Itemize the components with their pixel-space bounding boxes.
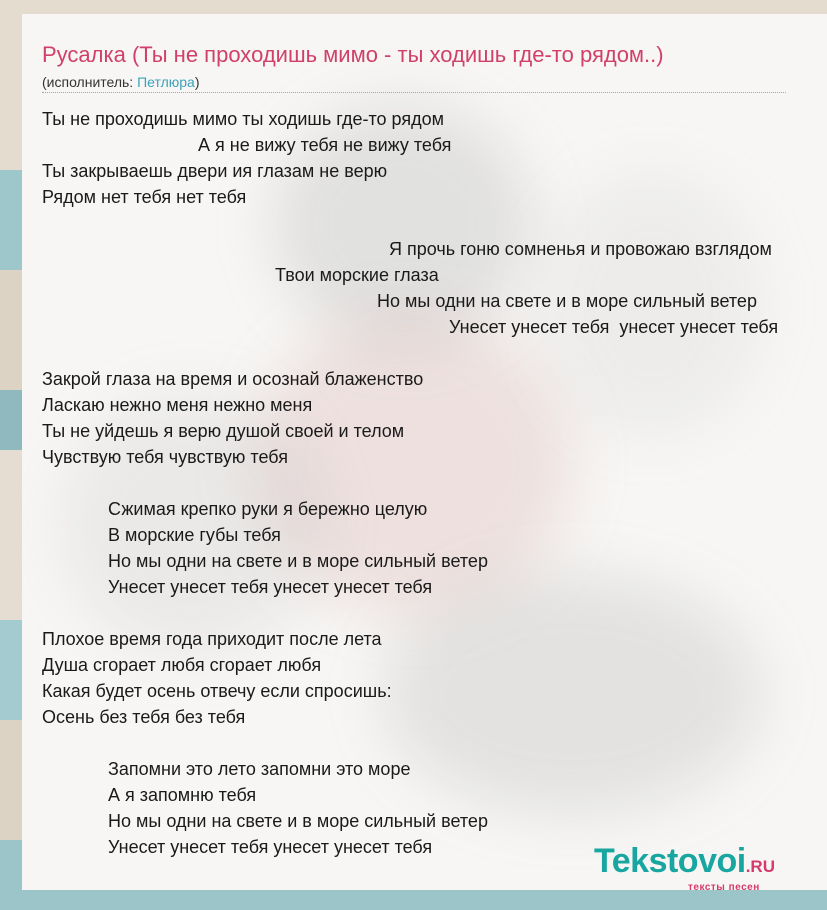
lyric-line: Плохое время года приходит после лета — [42, 629, 382, 649]
lyric-line: Душа сгорает любя сгорает любя — [42, 655, 322, 675]
lyric-line: Ты закрываешь двери ия глазам не верю — [42, 161, 388, 181]
artist-link[interactable]: Петлюра — [137, 74, 195, 90]
lyrics-text — [42, 106, 827, 860]
stanza-break — [42, 210, 827, 236]
lyric-line: Ты не проходишь мимо ты ходишь где-то рядом — [42, 109, 445, 129]
logo-name: Tekstovoi — [594, 842, 746, 880]
lyric-line: Но мы одни на свете и в море сильный ветер — [108, 811, 488, 831]
artist-line — [42, 74, 200, 90]
lyric-line: Сжимая крепко руки я бережно целую — [108, 499, 428, 519]
site-logo[interactable] — [594, 842, 775, 890]
logo-tagline: тексты песен — [688, 882, 760, 890]
lyric-line: А я не вижу тебя не вижу тебя — [198, 135, 452, 155]
lyric-line: Но мы одни на свете и в море сильный ветер — [377, 291, 757, 311]
lyric-line: Рядом нет тебя нет тебя — [42, 187, 247, 207]
lyric-line: Унесет унесет тебя унесет унесет тебя — [108, 577, 433, 597]
lyric-line: В морские губы тебя — [108, 525, 281, 545]
stanza-break — [42, 470, 827, 496]
lyric-line: Ты не уйдешь я верю душой своей и телом — [42, 421, 405, 441]
lyric-line: Осень без тебя без тебя — [42, 707, 246, 727]
artist-prefix: (исполнитель: — [42, 74, 138, 90]
lyric-line: Твои морские глаза — [275, 265, 439, 285]
song-title: Русалка (Ты не проходишь мимо - ты ходишь где-то рядом..) — [42, 42, 664, 67]
lyric-line: Какая будет осень отвечу если спросишь: — [42, 681, 392, 701]
lyric-line: Чувствую тебя чувствую тебя — [42, 447, 288, 467]
lyrics-card — [22, 14, 827, 890]
stanza-break — [42, 600, 827, 626]
title-divider — [42, 92, 786, 93]
lyric-line: Унесет унесет тебя унесет унесет тебя — [108, 837, 433, 857]
stanza-break — [42, 730, 827, 756]
lyric-line: Запомни это лето запомни это море — [108, 759, 411, 779]
lyric-line: Ласкаю нежно меня нежно меня — [42, 395, 313, 415]
logo-tld: .RU — [745, 857, 775, 876]
lyric-line: А я запомню тебя — [108, 785, 257, 805]
lyric-line: Но мы одни на свете и в море сильный ветер — [108, 551, 488, 571]
lyric-line: Я прочь гоню сомненья и провожаю взглядом — [389, 239, 772, 259]
lyrics-content — [22, 14, 827, 890]
lyric-line: Унесет унесет тебя унесет унесет тебя — [449, 317, 779, 337]
stanza-break — [42, 340, 827, 366]
lyric-line: Закрой глаза на время и осознай блаженство — [42, 369, 424, 389]
artist-suffix: ) — [194, 74, 200, 90]
